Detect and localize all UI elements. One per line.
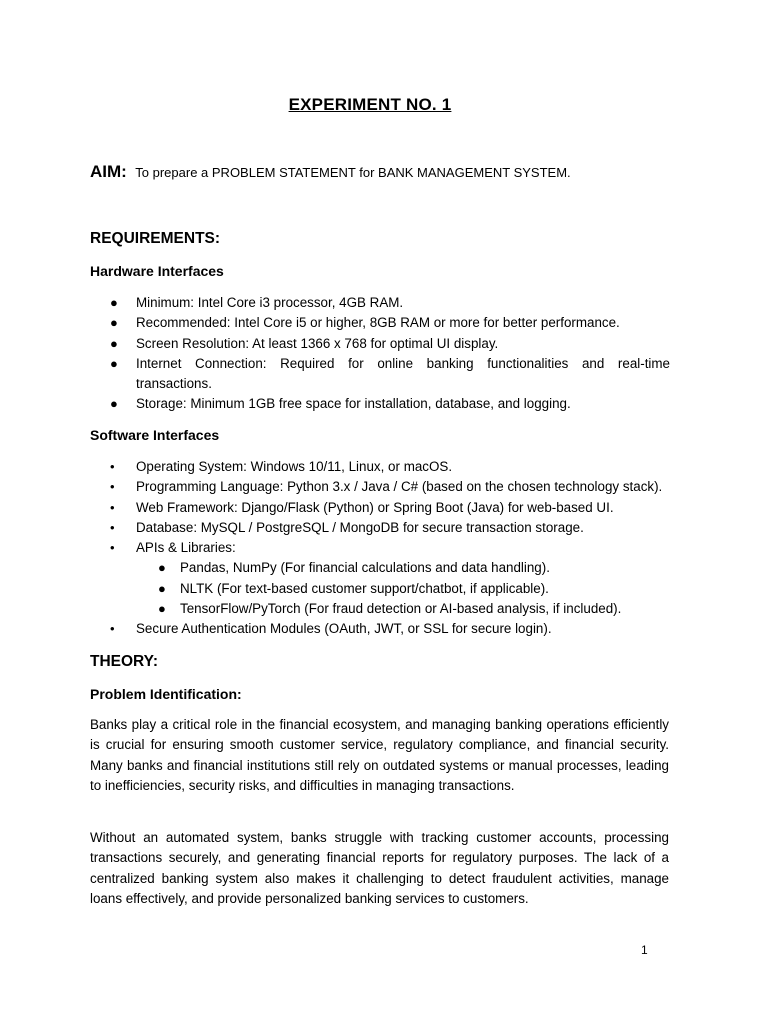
bullet-icon: ● — [110, 295, 118, 310]
page-number: 1 — [641, 943, 648, 957]
bullet-icon: • — [110, 540, 115, 556]
list-item: • Operating System: Windows 10/11, Linux, or macOS. — [90, 457, 670, 477]
software-list — [90, 457, 670, 640]
list-item: ● Minimum: Intel Core i3 processor, 4GB RAM. — [90, 293, 670, 313]
sub-list-item: ● Pandas, NumPy (For financial calculations and data handling). — [136, 558, 670, 578]
bullet-icon: • — [110, 499, 115, 515]
bullet-icon: ● — [110, 396, 118, 412]
list-item: • Database: MySQL / PostgreSQL / MongoDB for secure transaction storage. — [90, 518, 670, 538]
software-interfaces-heading: Software Interfaces — [90, 427, 220, 443]
bullet-icon: ● — [110, 335, 118, 351]
bullet-icon: • — [110, 459, 115, 474]
bullet-icon: ● — [158, 560, 166, 576]
list-item: • Secure Authentication Modules (OAuth, JWT, or SSL for secure login). — [90, 619, 670, 639]
list-item: • Programming Language: Python 3.x / Java / C# (based on the chosen technology stack). — [90, 477, 670, 497]
theory-paragraph-2: Without an automated system, banks struggle with tracking customer accounts, processing transactions securely, and generating financial reports for regulatory purposes. The lack of a centralized banking system also makes it challenging to detect fraudulent activities, manage loans effectively, and provide personalized banking services to customers. — [90, 830, 669, 906]
theory-paragraph-1: Banks play a critical role in the financial ecosystem, and managing banking operations efficiently is crucial for ensuring smooth customer service, regulatory compliance, and financial security. Many banks and financial institutions still rely on outdated systems or manual processes, leading to inefficiencies, security risks, and difficulties in managing transactions. — [90, 717, 669, 793]
list-item: • Web Framework: Django/Flask (Python) or Spring Boot (Java) for web-based UI. — [90, 498, 670, 518]
bullet-icon: ● — [158, 580, 166, 596]
aim-label: AIM: — [90, 162, 127, 181]
list-item: ● Storage: Minimum 1GB free space for installation, database, and logging. — [90, 394, 670, 414]
bullet-icon: • — [110, 621, 115, 637]
bullet-icon: ● — [110, 355, 118, 371]
list-item: ● Internet Connection: Required for online banking functionalities and real-time transactions. — [110, 355, 670, 392]
hardware-interfaces-heading: Hardware Interfaces — [90, 263, 224, 279]
bullet-icon: • — [110, 479, 115, 495]
aim-text: To prepare a PROBLEM STATEMENT for BANK MANAGEMENT SYSTEM. — [135, 165, 571, 180]
bullet-icon: • — [110, 519, 115, 535]
apis-sublist — [136, 558, 670, 619]
list-item: ● Screen Resolution: At least 1366 x 768 for optimal UI display. — [90, 334, 670, 354]
sub-list-item: ● TensorFlow/PyTorch (For fraud detection or AI-based analysis, if included). — [136, 599, 670, 619]
aim-line — [90, 162, 680, 182]
sub-list-item: ● NLTK (For text-based customer support/chatbot, if applicable). — [136, 579, 670, 599]
list-item: ● Recommended: Intel Core i5 or higher, 8GB RAM or more for better performance. — [90, 313, 670, 333]
hardware-list — [90, 293, 670, 415]
requirements-heading: REQUIREMENTS: — [90, 230, 221, 247]
bullet-icon: ● — [110, 315, 118, 331]
page-title: EXPERIMENT NO. 1 — [288, 95, 452, 114]
problem-identification-heading: Problem Identification: — [90, 686, 242, 702]
list-item: • APIs & Libraries: ● Pandas, NumPy (For financial calculations and data handling). ● NLTK (For text-based customer support/chatbot, if applicable). ● TensorFlow/PyTorch (For fraud detection or AI-based analysis, if included). — [90, 538, 670, 619]
theory-heading: THEORY: — [90, 653, 159, 670]
bullet-icon: ● — [158, 601, 166, 617]
